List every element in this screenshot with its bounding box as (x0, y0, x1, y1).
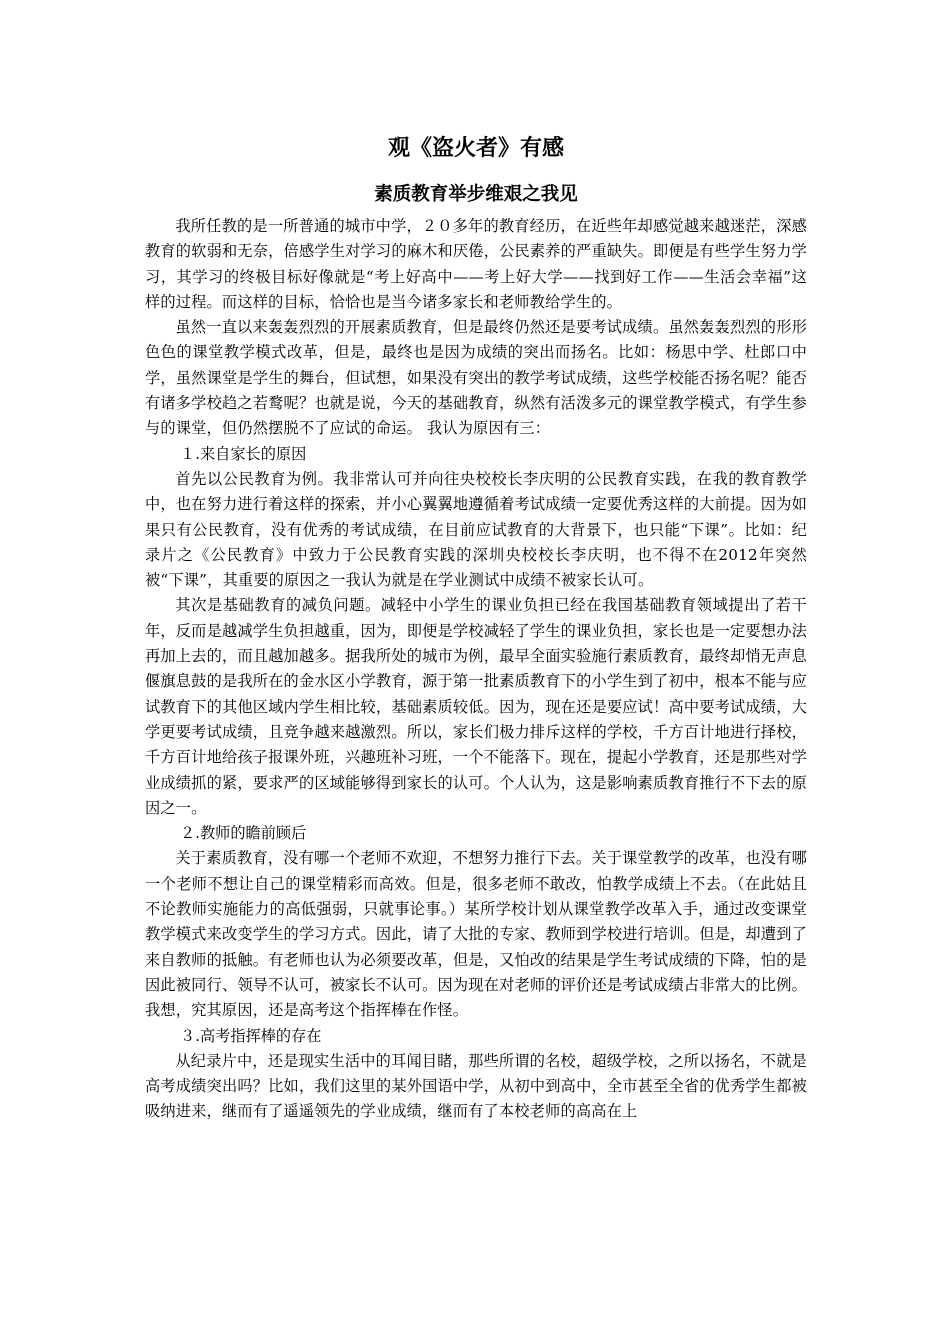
section-heading-parents: １.来自家长的原因 (179, 444, 307, 463)
section-heading-gaokao: ３.高考指挥棒的存在 (179, 1026, 322, 1045)
document-subtitle: 素质教育举步维艰之我见 (374, 184, 578, 205)
document-title: 观《盗火者》有感 (387, 136, 564, 161)
paragraph-burden-reduction: 其次是基础教育的减负问题。减轻中小学生的课业负担已经在我国基础教育领域提出了若干年，反而是越减学生负担越重，因为，即便是学校减轻了学生的课业负担，家长也是一定要想办法再加上去的，而且越加越多。据我所处的城市为例，最早全面实验施行素质教育，最终却悄无声息偃旗息鼓的是我所在的金水区小学教育，源于第一批素质教育下的小学生到了初中，根本不能与应试教育下的其他区域内学生相比较，基础素质较低。因为，现在还是要应试！高中要考试成绩，大学更要考试成绩，且竞争越来越激烈。所以，家长们极力排斥这样的学校，千方百计地进行择校，千方百计地给孩子报课外班，兴趣班补习班，一个不能落下。现在，提起小学教育，还是那些对学业成绩抓的紧，要求严的区域能够得到家长的认可。个人认为，这是影响素质教育推行不下去的原因之一。 (145, 596, 807, 817)
paragraph-teachers: 关于素质教育，没有哪一个老师不欢迎，不想努力推行下去。关于课堂教学的改革，也没有哪一个老师不想让自己的课堂精彩而高效。但是，很多老师不敢改，怕教学成绩上不去。（在此姑且不论教师实施能力的高低强弱，只就事论事。）某所学校计划从课堂教学改革入手，通过改变课堂教学模式来改变学生的学习方式。因此，请了大批的专家、教师到学校进行培训。但是，却遭到了来自教师的抵触。有老师也认为必须要改革，但是，又怕改的结果是学生考试成绩的下降，怕的是因此被同行、领导不认可，被家长不认可。因为现在对老师的评价还是考试成绩占非常大的比例。我想，究其原因，还是高考这个指挥棒在作怪。 (145, 849, 807, 1020)
paragraph-intro: 我所任教的是一所普通的城市中学，２０多年的教育经历，在近些年却感觉越来越迷茫，深感教育的软弱和无奈，倍感学生对学习的麻木和厌倦，公民素养的严重缺失。即便是有些学生努力学习，其学习的终极目标好像就是“考上好高中——考上好大学——找到好工作——生活会幸福”这样的过程。而这样的目标，恰恰也是当今诸多家长和老师教给学生的。 (145, 217, 807, 311)
paragraph-civic-education: 首先以公民教育为例。我非常认可并向往央校校长李庆明的公民教育实践，在我的教育教学中，也在努力进行着这样的探索，并小心翼翼地遵循着考试成绩一定要优秀这样的大前提。因为如果只有公民教育，没有优秀的考试成绩，在目前应试教育的大背景下，也只能“下课”。比如：纪录片之《公民教育》中致力于公民教育实践的深圳央校校长李庆明，也不得不在2012年突然被“下课”，其重要的原因之一我认为就是在学业测试中成绩不被家长认可。 (145, 469, 807, 590)
paragraph-gaokao: 从纪录片中，还是现实生活中的耳闻目睹，那些所谓的名校，超级学校，之所以扬名，不就是高考成绩突出吗？比如，我们这里的某外国语中学，从初中到高中，全市甚至全省的优秀学生都被吸纳进来，继而有了遥遥领先的学业成绩，继而有了本校老师的高高在上 (145, 1051, 807, 1121)
document-body (145, 132, 807, 1125)
paragraph-reasons: 虽然一直以来轰轰烈烈的开展素质教育，但是最终仍然还是要考试成绩。虽然轰轰烈烈的形形色色的课堂教学模式改革，但是，最终也是因为成绩的突出而扬名。比如：杨思中学、杜郎口中学，虽然课堂是学生的舞台，但试想，如果没有突出的教学考试成绩，这些学校能否扬名呢？能否有诸多学校趋之若鹜呢？也就是说，今天的基础教育，纵然有活泼多元的课堂教学模式，有学生参与的课堂，但仍然摆脱不了应试的命运。 我认为原因有三： (145, 318, 807, 438)
section-heading-teachers: ２.教师的瞻前顾后 (179, 824, 307, 843)
